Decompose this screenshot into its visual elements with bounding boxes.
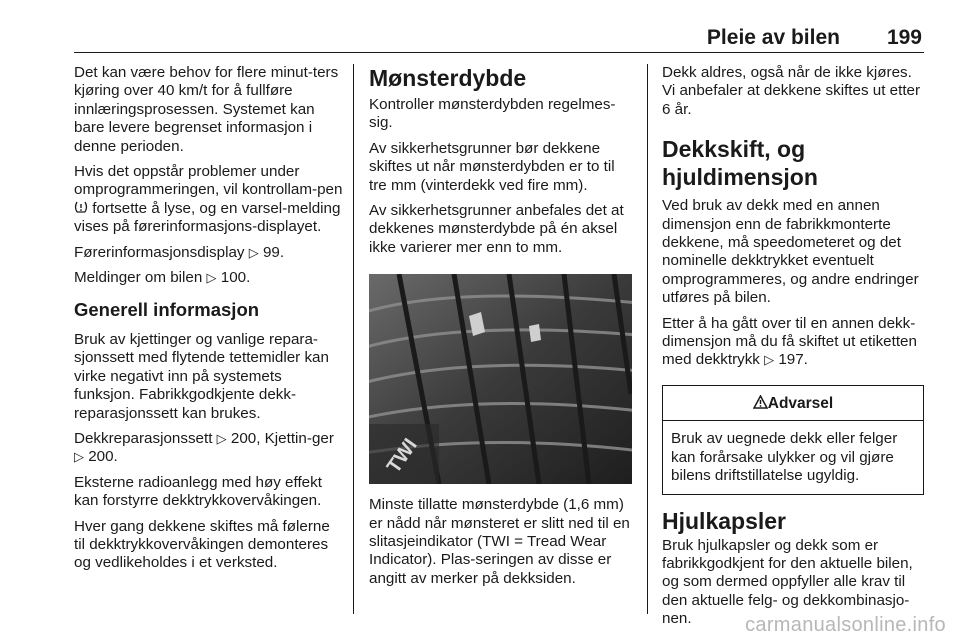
- warning-title: Advarsel: [767, 394, 834, 412]
- page-number: 199: [886, 26, 922, 49]
- column-divider: [353, 64, 354, 614]
- warning-text: Bruk av uegnede dekk eller felger kan forårsake ulykker og vil gjøre bilens driftstillatelse ugyldig.: [671, 430, 898, 485]
- page-reference-icon: ▷: [764, 352, 775, 368]
- column-left: [74, 64, 344, 580]
- cross-reference[interactable]: Meldinger om bilen ▷ 100.: [74, 269, 251, 287]
- page-reference-icon: ▷: [206, 270, 217, 286]
- section-heading: Hjulkapsler: [662, 507, 786, 534]
- subheading: Generell informasjon: [74, 299, 260, 321]
- section-heading: Dekkskift, og hjuldimensjon: [662, 136, 818, 191]
- column-divider: [647, 64, 648, 614]
- column-middle: [369, 64, 634, 595]
- twi-marking: TWI: [382, 434, 422, 478]
- paragraph: Kontroller mønsterdybden regelmes-sig.: [369, 96, 616, 132]
- section-heading: Mønsterdybde: [369, 65, 527, 91]
- cross-reference[interactable]: Dekkreparasjonssett ▷ 200, Kjettin-ger ▷ 200.: [74, 429, 334, 466]
- paragraph: Eksterne radioanlegg med høy effekt kan forstyrre dekktrykkovervåkingen.: [74, 473, 322, 510]
- paragraph: Bruk av kjettinger og vanlige repara-sjonssett med flytende tettemidler kan virke negativt inn på systemets funksjon. Fabrikkgodkjente dekk-reparasjonssett kan brukes.: [74, 330, 329, 422]
- paragraph: Bruk hjulkapsler og dekk som er fabrikkgodkjent for den aktuelle bilen, og som dermed oppfyller alle krav til den aktuelle felg- og dekkombinasjo-nen.: [662, 536, 913, 628]
- page-reference-icon: ▷: [248, 244, 259, 260]
- watermark: carmanualsonline.info: [745, 614, 946, 636]
- warning-triangle-icon: [753, 395, 768, 412]
- paragraph: Hvis det oppstår problemer under omprogrammeringen, vil kontrollam-pen fortsette å lyse, og en varsel-melding vises på førerinformasjons-displayet.: [74, 163, 343, 236]
- paragraph: Av sikkerhetsgrunner bør dekkene skiftes ut når mønsterdybden er to til tre mm (vinterdekk ved fire mm).: [369, 139, 615, 194]
- cross-reference[interactable]: Førerinformasjonsdisplay ▷ 99.: [74, 243, 285, 261]
- warning-box: [662, 385, 924, 495]
- cross-reference[interactable]: Etter å ha gått over til en annen dekk-dimensjon må du få skiftet ut etiketten med dekktrykk ▷ 197.: [662, 314, 917, 369]
- tire-tread-photo: [369, 274, 632, 484]
- column-right: [662, 64, 924, 636]
- warning-header: [663, 386, 923, 421]
- paragraph: Av sikkerhetsgrunner anbefales det at dekkenes mønsterdybde på én aksel ikke varierer mer enn to mm.: [369, 202, 624, 256]
- paragraph: Hver gang dekkene skiftes må følerne til dekktrykkovervåkingen demonteres og vedlikeholdes i et verksted.: [74, 517, 330, 572]
- page-reference-icon: ▷: [216, 430, 227, 446]
- paragraph: Det kan være behov for flere minut-ters kjøring over 40 km/t for å fullføre innlæringsprosessen. Systemet kan bare levere begrenset informasjon i denne perioden.: [74, 64, 339, 155]
- paragraph: Dekk aldres, også når de ikke kjøres. Vi anbefaler at dekkene skiftes ut etter 6 år.: [662, 64, 921, 118]
- section-title: Pleie av bilen: [706, 26, 840, 49]
- page-reference-icon: ▷: [74, 449, 84, 465]
- paragraph: Ved bruk av dekk med en annen dimensjon enn de fabrikkmonterte dekkene, må speedometeret og det nominelle dekktrykket eventuelt omprogrammeres, og andre endringer utføres på bilen.: [662, 197, 919, 307]
- tire-pressure-warning-icon: [74, 200, 88, 217]
- paragraph: Minste tillatte mønsterdybde (1,6 mm) er nådd når mønsteret er slitt ned til en slitasjeindikator (TWI = Tread Wear Indicator). Plas-seringen av disse er angitt av merker på dekksiden.: [369, 496, 630, 587]
- header-divider: [74, 52, 924, 53]
